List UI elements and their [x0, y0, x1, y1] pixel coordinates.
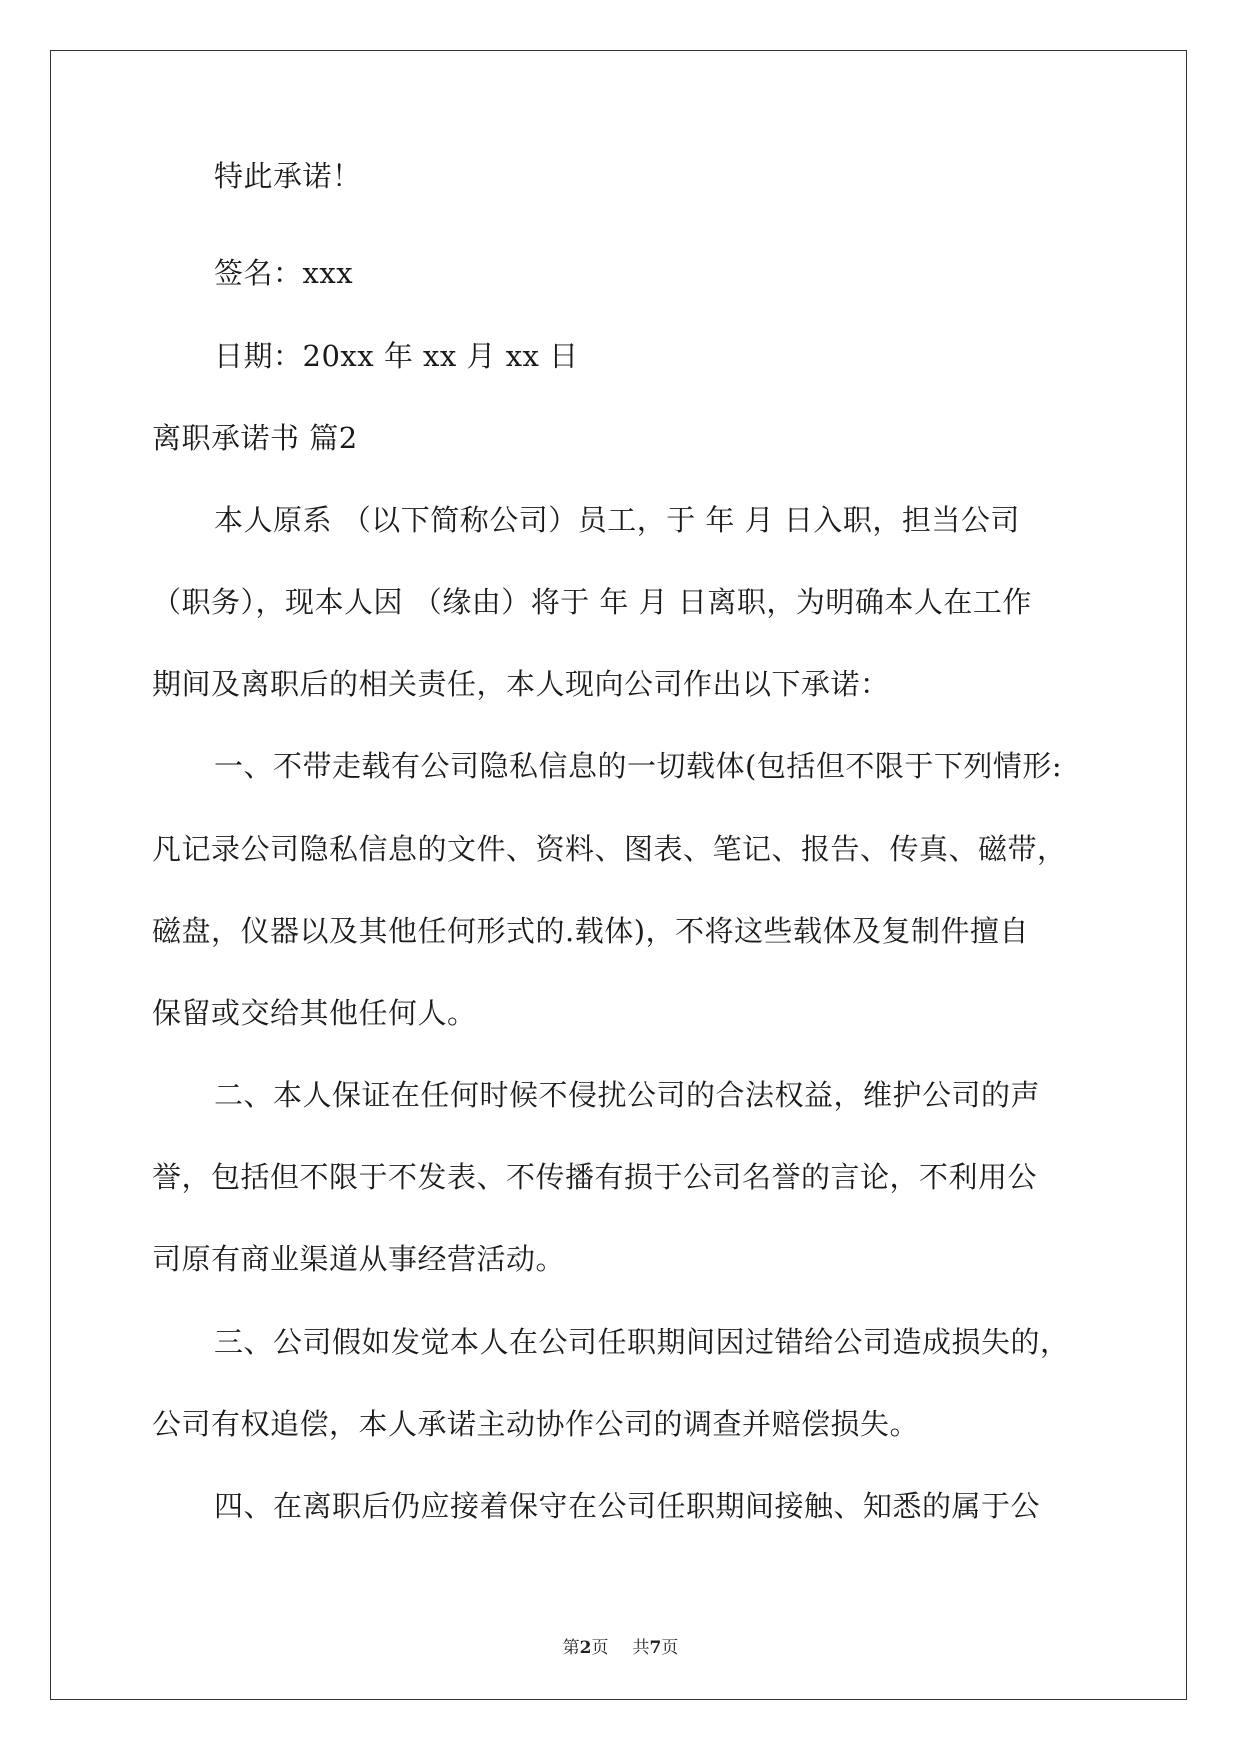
- paragraph-intro-line-3: 期间及离职后的相关责任，本人现向公司作出以下承诺：: [152, 667, 890, 701]
- clause-2-line-2: 誉，包括但不限于不发表、不传播有损于公司名誉的言论，不利用公: [152, 1160, 1038, 1194]
- clause-2-line-3: 司原有商业渠道从事经营活动。: [152, 1242, 566, 1276]
- clause-3-line-2: 公司有权追偿，本人承诺主动协作公司的调查并赔偿损失。: [152, 1407, 920, 1441]
- page-number: 2: [579, 1638, 592, 1658]
- section-heading: 离职承诺书 篇2: [152, 421, 358, 455]
- page-footer: [0, 1636, 1241, 1660]
- clause-1-line-4: 保留或交给其他任何人。: [152, 996, 477, 1030]
- clause-1-line-3: 磁盘，仪器以及其他任何形式的.载体)，不将这些载体及复制件擅自: [152, 914, 1030, 948]
- clause-1-line-1: 一、不带走载有公司隐私信息的一切载体(包括但不限于下列情形:: [214, 749, 1063, 783]
- signature-line: 签名：xxx: [214, 256, 354, 290]
- closing-statement: 特此承诺！: [214, 159, 362, 193]
- clause-2-line-1: 二、本人保证在任何时候不侵扰公司的合法权益，维护公司的声: [214, 1078, 1041, 1112]
- page-number-prefix: 第: [562, 1638, 580, 1658]
- total-pages-prefix: 共: [632, 1638, 650, 1658]
- page-number-suffix: 页: [591, 1638, 609, 1658]
- clause-4-line-1: 四、在离职后仍应接着保守在公司任职期间接触、知悉的属于公: [214, 1489, 1041, 1523]
- paragraph-intro-line-1: 本人原系 （以下简称公司）员工，于 年 月 日入职，担当公司: [214, 503, 1020, 537]
- total-pages-suffix: 页: [661, 1638, 679, 1658]
- clause-1-line-2: 凡记录公司隐私信息的文件、资料、图表、笔记、报告、传真、磁带，: [152, 832, 1067, 866]
- clause-3-line-1: 三、公司假如发觉本人在公司任职期间因过错给公司造成损失的，: [214, 1325, 1070, 1359]
- total-pages: 7: [649, 1638, 662, 1658]
- paragraph-intro-line-2: （职务），现本人因 （缘由）将于 年 月 日离职，为明确本人在工作: [152, 585, 1032, 619]
- page-border: [50, 50, 1187, 1700]
- date-line: 日期：20xx 年 xx 月 xx 日: [214, 339, 579, 373]
